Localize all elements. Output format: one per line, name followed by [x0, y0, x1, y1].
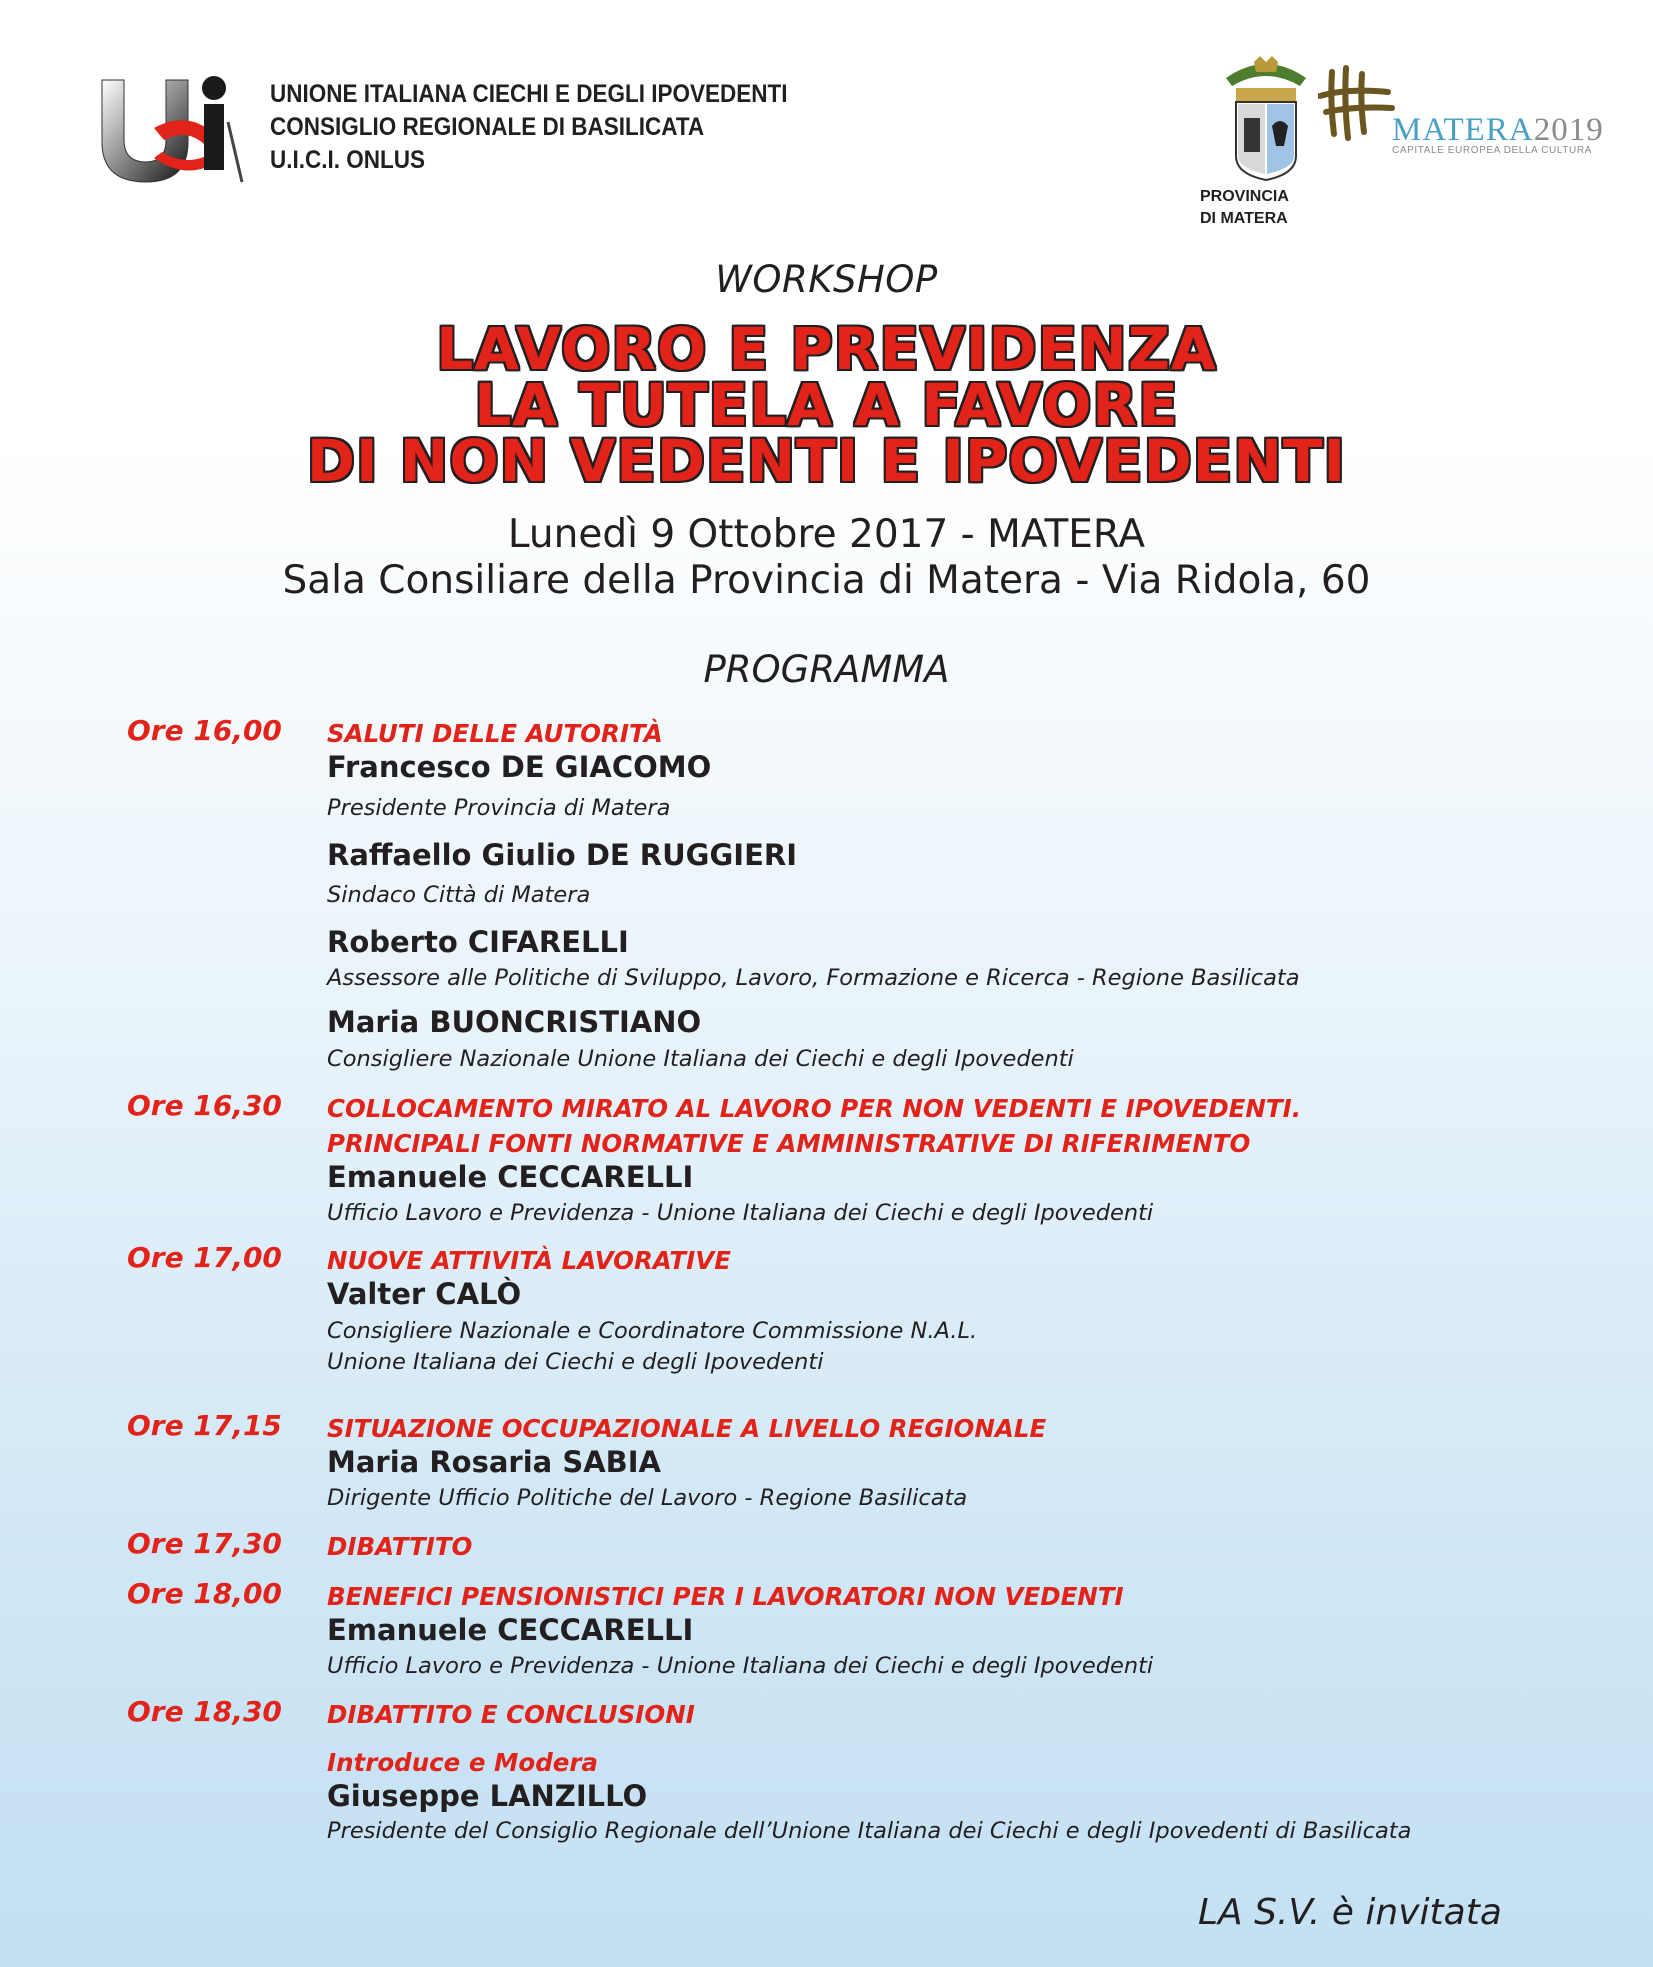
- event-kind: WORKSHOP: [715, 258, 938, 301]
- program-topic: BENEFICI PENSIONISTICI PER I LAVORATORI NON VEDENTI: [327, 1582, 1124, 1611]
- program-time: Ore 18,30: [127, 1695, 282, 1728]
- program-topic: NUOVE ATTIVITÀ LAVORATIVE: [327, 1246, 731, 1275]
- org-line-3: U.I.C.I. ONLUS: [270, 146, 426, 174]
- speaker-name: Raffaello Giulio DE RUGGIERI: [327, 838, 798, 872]
- program-heading: PROGRAMMA: [703, 648, 950, 691]
- speaker-role-line-2: Unione Italiana dei Ciechi e degli Ipovedenti: [327, 1349, 824, 1375]
- program-time: Ore 17,15: [127, 1409, 282, 1442]
- speaker-role: Sindaco Città di Matera: [327, 882, 591, 908]
- matera-year: 2019: [1533, 112, 1604, 148]
- event-date: Lunedì 9 Ottobre 2017 - MATERA: [507, 512, 1146, 557]
- provincia-matera-emblem: [1216, 56, 1316, 184]
- uici-logo: [96, 70, 246, 185]
- organization-name: [270, 78, 788, 177]
- invitation-note: LA S.V. è invitata: [1198, 1892, 1502, 1933]
- title-line-3: DI NON VEDENTI E IPOVEDENTI: [306, 427, 1347, 495]
- title-line-1: LAVORO E PREVIDENZA: [436, 315, 1217, 383]
- program-topic: DIBATTITO: [327, 1532, 473, 1561]
- speaker-role: Assessore alle Politiche di Sviluppo, Lavoro, Formazione e Ricerca - Regione Basilicata: [327, 965, 1300, 991]
- speaker-role: Consigliere Nazionale e Coordinatore Commissione N.A.L.: [327, 1318, 978, 1344]
- matera-word: MATERA: [1392, 112, 1534, 148]
- province-label-1: PROVINCIA: [1200, 188, 1289, 205]
- speaker-name: Emanuele CECCARELLI: [327, 1613, 694, 1647]
- program-topic: COLLOCAMENTO MIRATO AL LAVORO PER NON VEDENTI E IPOVEDENTI.: [327, 1094, 1302, 1123]
- program-time: Ore 17,00: [127, 1241, 282, 1274]
- province-label: [1200, 186, 1289, 230]
- matera-name: [1392, 112, 1604, 149]
- event-venue: Sala Consiliare della Provincia di Matera - Via Ridola, 60: [282, 558, 1371, 603]
- org-line-2: CONSIGLIO REGIONALE DI BASILICATA: [270, 113, 705, 141]
- speaker-role: Ufficio Lavoro e Previdenza - Unione Italiana dei Ciechi e degli Ipovedenti: [327, 1653, 1154, 1679]
- program-time: Ore 16,00: [127, 714, 282, 747]
- speaker-role: Presidente Provincia di Matera: [327, 795, 671, 821]
- moderator-label: Introduce e Modera: [327, 1748, 598, 1777]
- program-topic-line-2: PRINCIPALI FONTI NORMATIVE E AMMINISTRATIVE DI RIFERIMENTO: [327, 1129, 1251, 1158]
- speaker-name: Giuseppe LANZILLO: [327, 1779, 648, 1813]
- speaker-name: Valter CALÒ: [327, 1277, 522, 1311]
- program-time: Ore 17,30: [127, 1527, 282, 1560]
- speaker-name: Roberto CIFARELLI: [327, 925, 629, 959]
- province-label-2: DI MATERA: [1200, 210, 1288, 227]
- title-line-2: LA TUTELA A FAVORE: [474, 371, 1179, 439]
- program-time: Ore 16,30: [127, 1089, 282, 1122]
- speaker-role: Dirigente Ufficio Politiche del Lavoro - Regione Basilicata: [327, 1485, 968, 1511]
- matera-2019-logo: [1318, 62, 1396, 142]
- matera-subtitle: CAPITALE EUROPEA DELLA CULTURA: [1392, 145, 1592, 156]
- speaker-role: Presidente del Consiglio Regionale dell’Unione Italiana dei Ciechi e degli Ipovedenti di Basilicata: [327, 1818, 1412, 1844]
- speaker-name: Maria Rosaria SABIA: [327, 1445, 661, 1479]
- program-topic: SITUAZIONE OCCUPAZIONALE A LIVELLO REGIONALE: [327, 1414, 1047, 1443]
- program-time: Ore 18,00: [127, 1577, 282, 1610]
- speaker-name: Emanuele CECCARELLI: [327, 1160, 694, 1194]
- program-topic: DIBATTITO E CONCLUSIONI: [327, 1700, 695, 1729]
- speaker-role: Ufficio Lavoro e Previdenza - Unione Italiana dei Ciechi e degli Ipovedenti: [327, 1200, 1154, 1226]
- org-line-1: UNIONE ITALIANA CIECHI E DEGLI IPOVEDENTI: [270, 80, 788, 108]
- speaker-name: Francesco DE GIACOMO: [327, 750, 712, 784]
- speaker-role: Consigliere Nazionale Unione Italiana dei Ciechi e degli Ipovedenti: [327, 1046, 1074, 1072]
- speaker-name: Maria BUONCRISTIANO: [327, 1005, 702, 1039]
- program-topic: SALUTI DELLE AUTORITÀ: [327, 719, 663, 748]
